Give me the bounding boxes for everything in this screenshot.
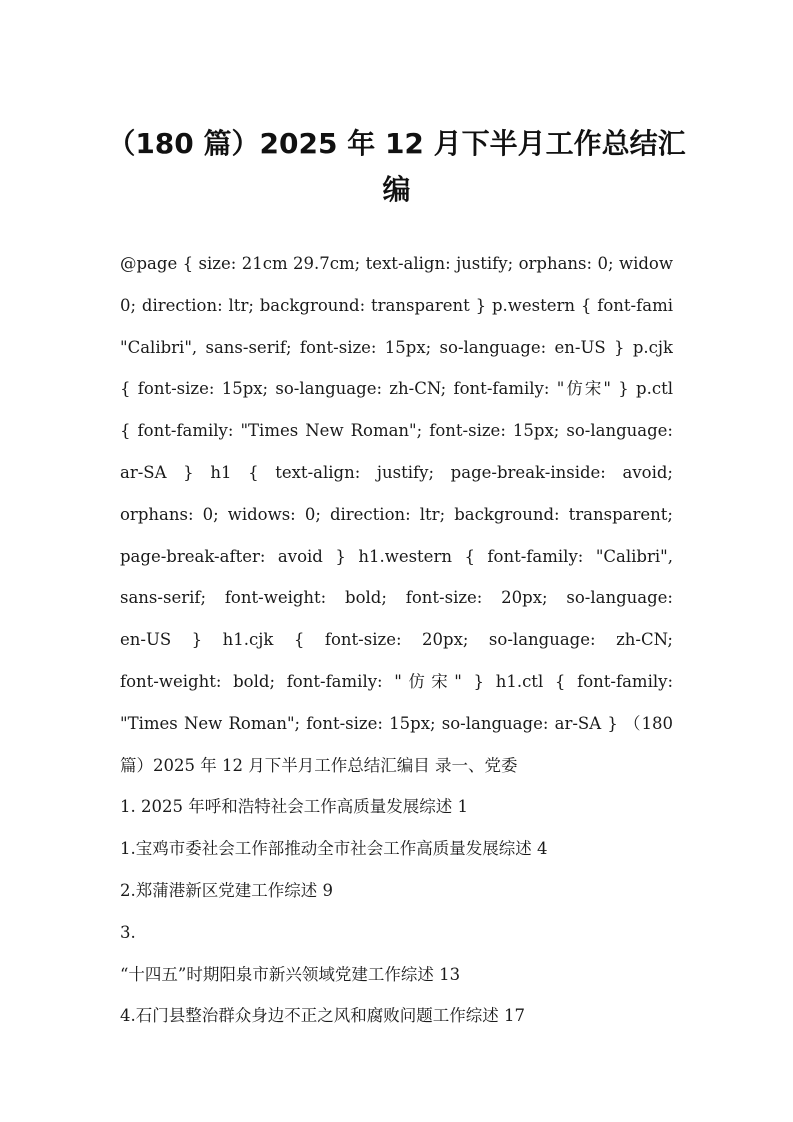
body-line: sans-serif; font-weight: bold; font-size: 20px; so-language: — [120, 588, 673, 608]
body-line: ar-SA } h1 { text-align: justify; page-break-inside: avoid; — [120, 462, 673, 482]
body-line: { font-family: "Times New Roman"; font-size: 15px; so-language: — [120, 421, 673, 441]
body-line: "Times New Roman"; font-size: 15px; so-language: ar-SA } （180 — [120, 713, 673, 733]
toc-item: 1. 2025 年呼和浩特社会工作高质量发展综述 1 — [120, 797, 468, 817]
toc-item: 2.郑蒲港新区党建工作综述 9 — [120, 880, 333, 900]
toc-item: 4.石门县整治群众身边不正之风和腐败问题工作综述 17 — [120, 1006, 525, 1026]
document-body — [120, 243, 673, 1037]
toc-item: 1.宝鸡市委社会工作部推动全市社会工作高质量发展综述 4 — [120, 839, 548, 859]
body-line: 篇）2025 年 12 月下半月工作总结汇编目 录一、党委 — [120, 755, 518, 775]
body-line: page-break-after: avoid } h1.western { font-family: "Calibri", — [120, 546, 673, 566]
toc-item: “十四五”时期阳泉市新兴领域党建工作综述 13 — [120, 964, 461, 984]
document-title: （180 篇）2025 年 12 月下半月工作总结汇编 — [107, 127, 686, 206]
toc-item: 3. — [120, 922, 136, 942]
body-line: orphans: 0; widows: 0; direction: ltr; background: transparent; — [120, 504, 673, 524]
body-line: en-US } h1.cjk { font-size: 20px; so-language: zh-CN; — [120, 630, 673, 650]
body-line: 0; direction: ltr; background: transparent } p.western { font-fami — [120, 295, 673, 315]
body-line: { font-size: 15px; so-language: zh-CN; font-family: "仿宋" } p.ctl — [120, 379, 673, 399]
body-line: @page { size: 21cm 29.7cm; text-align: justify; orphans: 0; widow — [120, 254, 673, 273]
body-line: "Calibri", sans-serif; font-size: 15px; so-language: en-US } p.cjk — [120, 337, 673, 357]
body-line: font-weight: bold; font-family: "仿宋" } h1.ctl { font-family: — [120, 671, 673, 691]
